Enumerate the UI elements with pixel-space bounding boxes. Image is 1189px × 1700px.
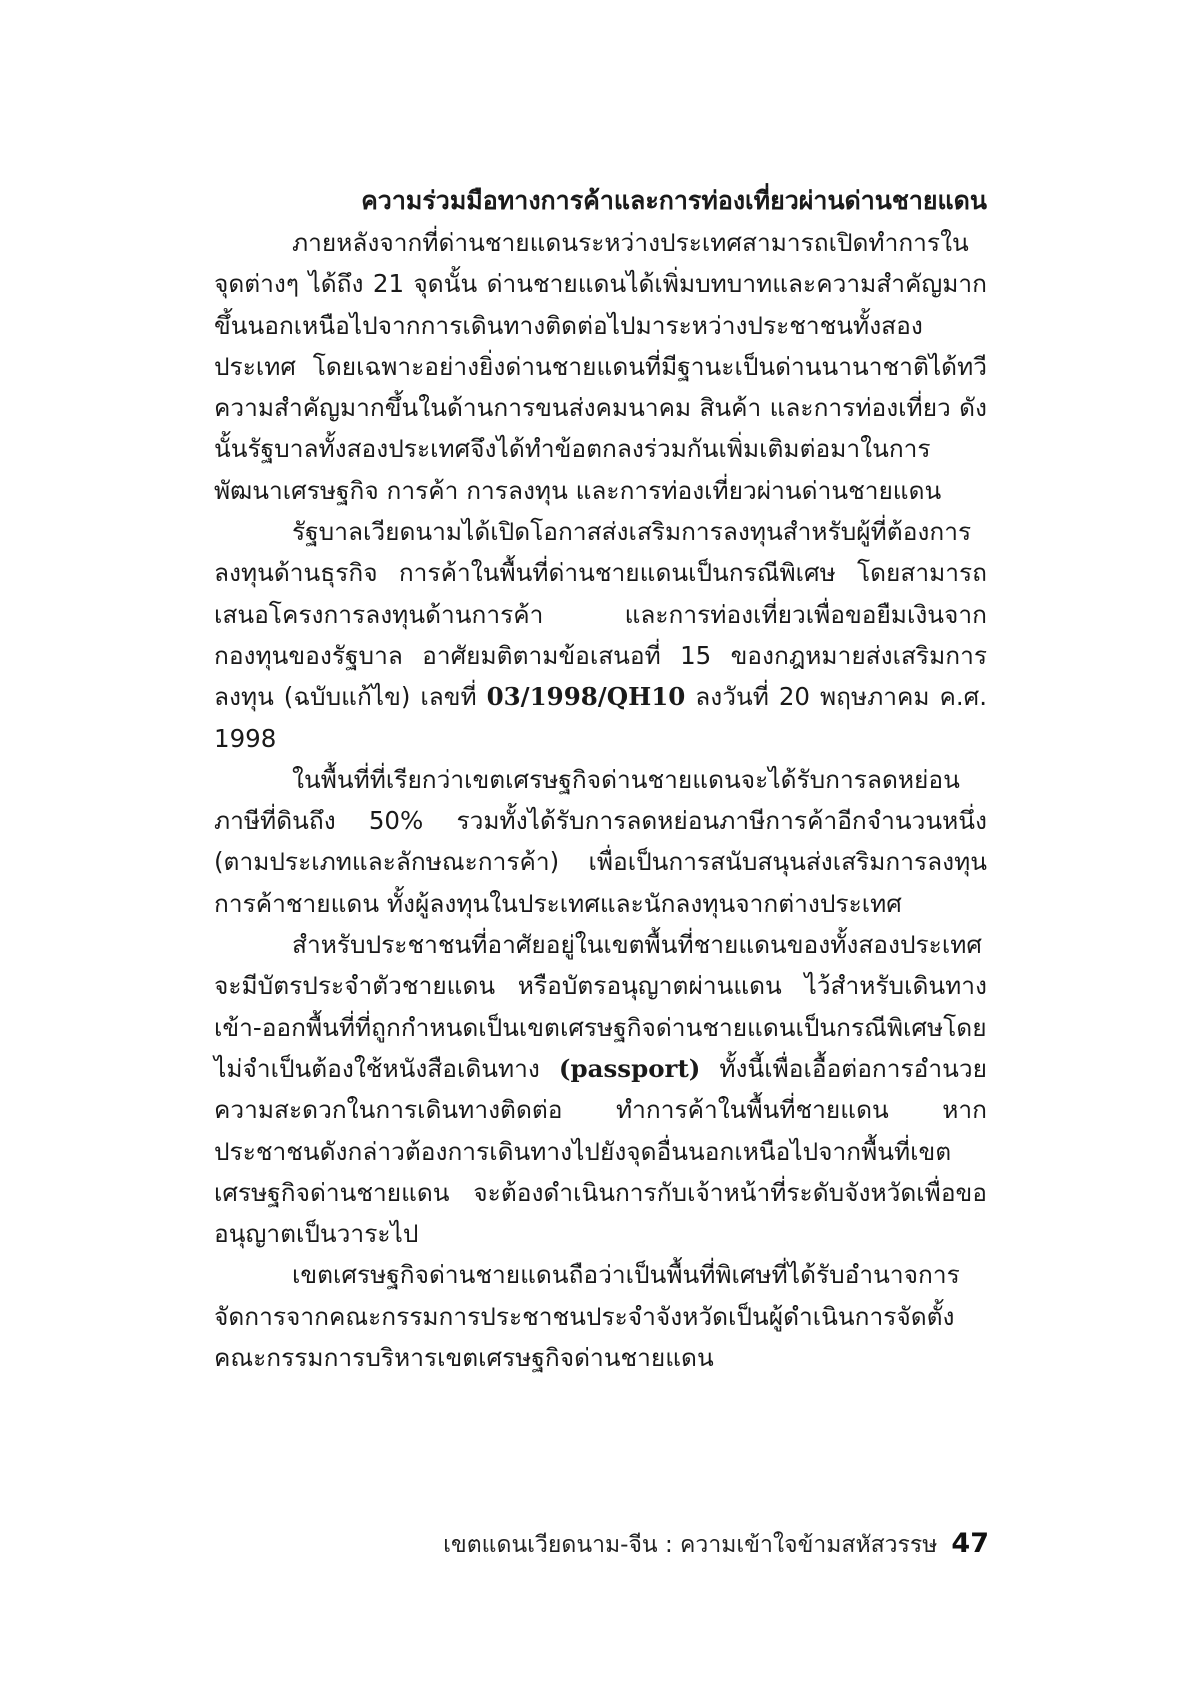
paragraph-2-text-after: ลงวันที่ 20 พฤษภาคม ค.ศ. 1998 [214,682,987,753]
running-title: เขตแดนเวียดนาม-จีน : ความเข้าใจข้ามสหัสวรรษ [443,1532,938,1558]
paragraph-4-text-after: ทั้งนี้เพื่อเอื้อต่อการอำนวยความสะดวกในการเดินทางติดต่อ ทำการค้าในพื้นที่ชายแดน หากประชาชนดังกล่าวต้องการเดินทางไปยังจุดอื่นนอกเหนือไปจากพื้นที่เขตเศรษฐกิจด่านชายแดน จะต้องดำเนินการกับเจ้าหน้าที่ระดับจังหวัดเพื่อขออนุญาตเป็นวาระไป [214,1053,987,1249]
paragraph-5: เขตเศรษฐกิจด่านชายแดนถือว่าเป็นพื้นที่พิเศษที่ได้รับอำนาจการจัดการจากคณะกรรมการประชาชนประจำจังหวัดเป็นผู้ดำเนินการจัดตั้งคณะกรรมการบริหารเขตเศรษฐกิจด่านชายแดน [214,1260,960,1373]
paragraph-3: ในพื้นที่ที่เรียกว่าเขตเศรษฐกิจด่านชายแดนจะได้รับการลดหย่อนภาษีที่ดินถึง 50% รวมทั้งได้รับการลดหย่อนภาษีการค้าอีกจำนวนหนึ่ง (ตามประเภทและลักษณะการค้า) เพื่อเป็นการสนับสนุนส่งเสริมการลงทุนการค้าชายแดน ทั้งผู้ลงทุนในประเทศและนักลงทุนจากต่างประเทศ [214,764,987,918]
law-number: 03/1998/QH10 [486,682,686,712]
page-number: 47 [951,1528,989,1559]
paragraph-2-text-before: รัฐบาลเวียดนามได้เปิดโอกาสส่งเสริมการลงทุนสำหรับผู้ที่ต้องการลงทุนด้านธุรกิจ การค้าในพื้นที่ด่านชายแดนเป็นกรณีพิเศษ โดยสามารถเสนอโครงการลงทุนด้านการค้า และการท่องเที่ยวเพื่อขอยืมเงินจากกองทุนของรัฐบาล อาศัยมติตามข้อเสนอที่ 15 ของกฎหมายส่งเสริมการลงทุน (ฉบับแก้ไข) เลขที่ [214,517,987,712]
page-footer [443,1527,989,1563]
passport-term: (passport) [558,1053,701,1083]
paragraph-1: ภายหลังจากที่ด่านชายแดนระหว่างประเทศสามารถเปิดทำการในจุดต่างๆ ได้ถึง 21 จุดนั้น ด่านชายแดนได้เพิ่มบทบาทและความสำคัญมากขึ้นนอกเหนือไปจากการเดินทางติดต่อไปมาระหว่างประชาชนทั้งสองประเทศ โดยเฉพาะอย่างยิ่งด่านชายแดนที่มีฐานะเป็นด่านนานาชาติได้ทวีความสำคัญมากขึ้นในด้านการขนส่งคมนาคม สินค้า และการท่องเที่ยว ดังนั้นรัฐบาลทั้งสองประเทศจึงได้ทำข้อตกลงร่วมกันเพิ่มเติมต่อมาในการพัฒนาเศรษฐกิจ การค้า การลงทุน และการท่องเที่ยวผ่านด่านชายแดน [214,228,987,505]
paragraph-4 [214,924,987,1254]
page-content [214,180,987,1378]
paragraph-4-text-before: สำหรับประชาชนที่อาศัยอยู่ในเขตพื้นที่ชายแดนของทั้งสองประเทศจะมีบัตรประจำตัวชายแดน หรือบัตรอนุญาตผ่านแดน ไว้สำหรับเดินทางเข้า-ออกพื้นที่ที่ถูกกำหนดเป็นเขตเศรษฐกิจด่านชายแดนเป็นกรณีพิเศษโดยไม่จำเป็นต้องใช้หนังสือเดินทาง [214,930,987,1083]
paragraph-2 [214,511,987,759]
section-heading: ความร่วมมือทางการค้าและการท่องเที่ยวผ่านด่านชายแดน [361,186,987,215]
